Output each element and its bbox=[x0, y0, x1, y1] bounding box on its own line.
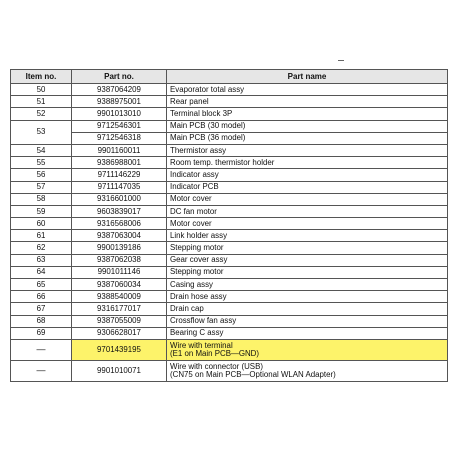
table-row bbox=[11, 315, 448, 327]
part-no-cell: 9387064209 bbox=[72, 84, 167, 96]
part-name-cell: Crossflow fan assy bbox=[167, 315, 448, 327]
part-name-cell: Indicator assy bbox=[167, 169, 448, 181]
part-no-cell: 9387055009 bbox=[72, 315, 167, 327]
part-name-cell: Link holder assy bbox=[167, 230, 448, 242]
item-no-cell: 54 bbox=[11, 144, 72, 156]
part-name-cell: Main PCB (36 model) bbox=[167, 132, 448, 144]
part-name-cell: Drain cap bbox=[167, 303, 448, 315]
item-no-cell: 59 bbox=[11, 205, 72, 217]
part-name-cell: DC fan motor bbox=[167, 205, 448, 217]
part-name-cell: Stepping motor bbox=[167, 266, 448, 278]
header-part-name: Part name bbox=[167, 70, 448, 84]
part-no-cell: 9387060034 bbox=[72, 279, 167, 291]
table-row bbox=[11, 120, 448, 132]
table-row bbox=[11, 144, 448, 156]
item-no-cell: — bbox=[11, 339, 72, 360]
table-row bbox=[11, 279, 448, 291]
item-no-cell: 69 bbox=[11, 327, 72, 339]
part-name-cell: Main PCB (30 model) bbox=[167, 120, 448, 132]
item-no-cell: 67 bbox=[11, 303, 72, 315]
part-name-line: (E1 on Main PCB—GND) bbox=[170, 348, 260, 358]
item-no-cell: 66 bbox=[11, 291, 72, 303]
part-no-cell: 9316601000 bbox=[72, 193, 167, 205]
table-row bbox=[11, 193, 448, 205]
item-no-cell: 62 bbox=[11, 242, 72, 254]
part-no-cell: 9712546318 bbox=[72, 132, 167, 144]
item-no-cell: 58 bbox=[11, 193, 72, 205]
table-row bbox=[11, 132, 448, 144]
item-no-cell: 65 bbox=[11, 279, 72, 291]
item-no-cell: 56 bbox=[11, 169, 72, 181]
item-no-cell: 61 bbox=[11, 230, 72, 242]
part-name-cell: Stepping motor bbox=[167, 242, 448, 254]
table-row bbox=[11, 303, 448, 315]
table-row bbox=[11, 266, 448, 278]
part-name-cell: Motor cover bbox=[167, 193, 448, 205]
stray-dash-mark bbox=[338, 60, 344, 61]
part-name-cell: Bearing C assy bbox=[167, 327, 448, 339]
part-name-cell: Room temp. thermistor holder bbox=[167, 157, 448, 169]
table-row bbox=[11, 108, 448, 120]
part-no-cell: 9901013010 bbox=[72, 108, 167, 120]
table-row bbox=[11, 254, 448, 266]
part-name-line: (CN75 on Main PCB—Optional WLAN Adapter) bbox=[170, 369, 336, 379]
table-row bbox=[11, 96, 448, 108]
part-name-cell: Motor cover bbox=[167, 218, 448, 230]
part-name-cell: Thermistor assy bbox=[167, 144, 448, 156]
part-name-cell: Terminal block 3P bbox=[167, 108, 448, 120]
table-row bbox=[11, 84, 448, 96]
item-no-cell: — bbox=[11, 360, 72, 381]
item-no-cell: 55 bbox=[11, 157, 72, 169]
header-item-no: Item no. bbox=[11, 70, 72, 84]
part-name-cell: Rear panel bbox=[167, 96, 448, 108]
part-no-cell: 9316568006 bbox=[72, 218, 167, 230]
table-row bbox=[11, 205, 448, 217]
table-row bbox=[11, 169, 448, 181]
item-no-cell: 57 bbox=[11, 181, 72, 193]
part-no-cell: 9711146229 bbox=[72, 169, 167, 181]
part-no-cell: 9901160011 bbox=[72, 144, 167, 156]
item-no-cell: 53 bbox=[11, 120, 72, 144]
part-name-line: Wire with connector (USB) bbox=[170, 362, 263, 372]
item-no-cell: 68 bbox=[11, 315, 72, 327]
part-no-cell: 9712546301 bbox=[72, 120, 167, 132]
table-header-row bbox=[11, 70, 448, 84]
part-no-cell: 9388540009 bbox=[72, 291, 167, 303]
table-row bbox=[11, 218, 448, 230]
item-no-cell: 64 bbox=[11, 266, 72, 278]
part-no-cell: 9316177017 bbox=[72, 303, 167, 315]
part-no-cell: 9386988001 bbox=[72, 157, 167, 169]
table-row bbox=[11, 291, 448, 303]
part-name-cell: Indicator PCB bbox=[167, 181, 448, 193]
table-row bbox=[11, 157, 448, 169]
part-no-cell: 9388975001 bbox=[72, 96, 167, 108]
item-no-cell: 52 bbox=[11, 108, 72, 120]
table-row bbox=[11, 181, 448, 193]
item-no-cell: 50 bbox=[11, 84, 72, 96]
part-no-cell: 9387062038 bbox=[72, 254, 167, 266]
item-no-cell: 63 bbox=[11, 254, 72, 266]
part-name-cell: Drain hose assy bbox=[167, 291, 448, 303]
part-no-cell: 9900139186 bbox=[72, 242, 167, 254]
part-no-cell: 9603839017 bbox=[72, 205, 167, 217]
header-part-no: Part no. bbox=[72, 70, 167, 84]
part-no-cell-highlighted: 9701439195 bbox=[72, 339, 167, 360]
part-no-cell: 9711147035 bbox=[72, 181, 167, 193]
part-name-cell: Gear cover assy bbox=[167, 254, 448, 266]
part-no-cell: 9901011146 bbox=[72, 266, 167, 278]
table-row bbox=[11, 327, 448, 339]
part-name-line: Wire with terminal bbox=[170, 341, 233, 351]
part-no-cell: 9387063004 bbox=[72, 230, 167, 242]
table-row bbox=[11, 230, 448, 242]
item-no-cell: 60 bbox=[11, 218, 72, 230]
table-row bbox=[11, 242, 448, 254]
part-name-cell bbox=[167, 360, 448, 381]
parts-table bbox=[10, 69, 448, 382]
part-no-cell: 9901010071 bbox=[72, 360, 167, 381]
table-body bbox=[11, 84, 448, 382]
table-row bbox=[11, 360, 448, 381]
item-no-cell: 51 bbox=[11, 96, 72, 108]
part-name-cell: Casing assy bbox=[167, 279, 448, 291]
table-row-highlighted bbox=[11, 339, 448, 360]
part-no-cell: 9306628017 bbox=[72, 327, 167, 339]
part-name-cell: Evaporator total assy bbox=[167, 84, 448, 96]
part-name-cell-highlighted bbox=[167, 339, 448, 360]
